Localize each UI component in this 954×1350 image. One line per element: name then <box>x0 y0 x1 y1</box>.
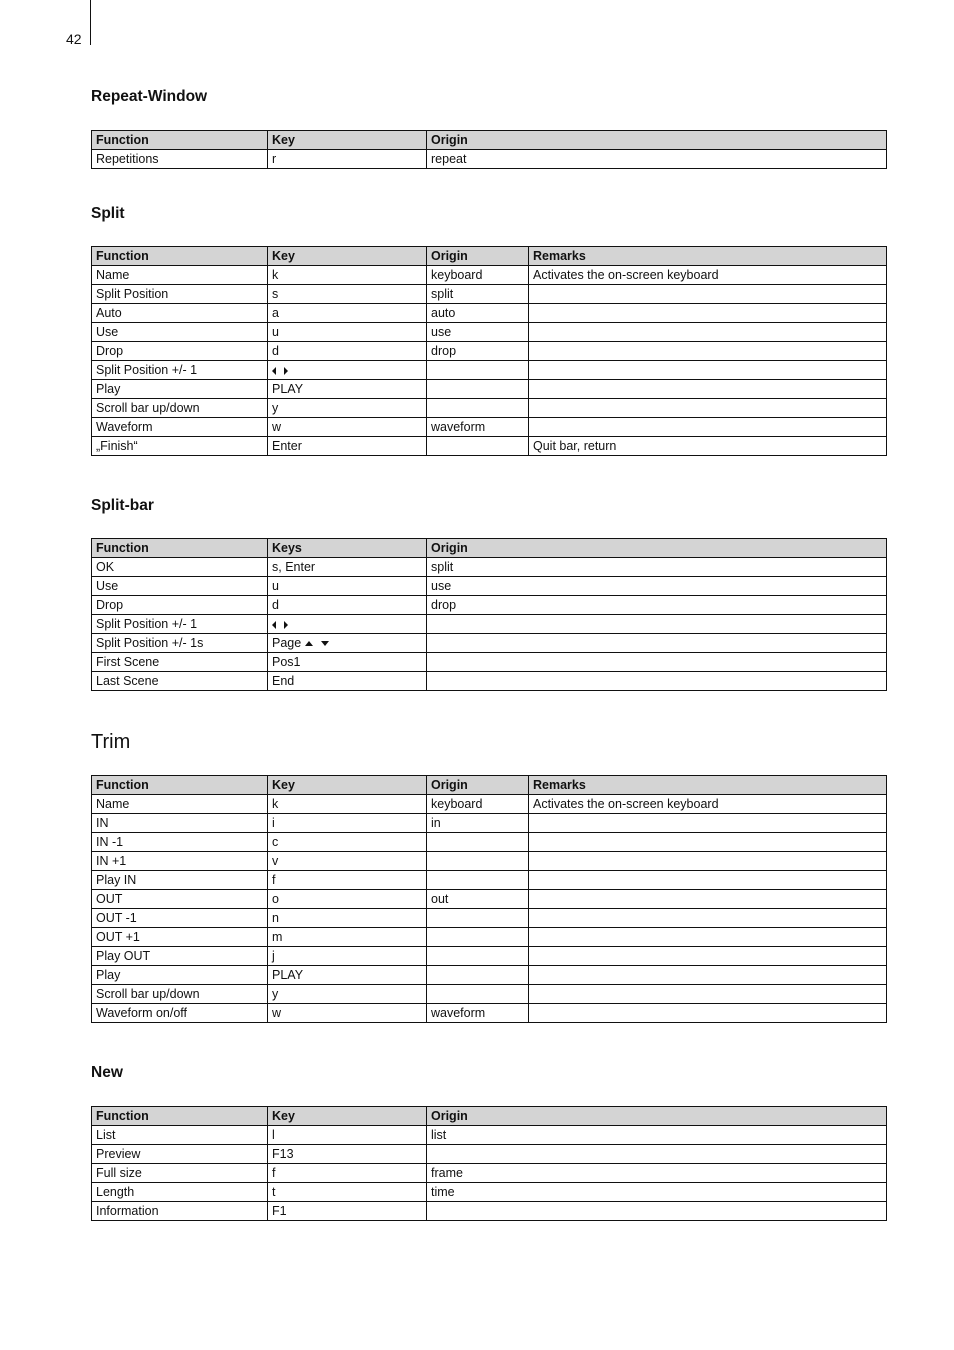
arrow-down-icon <box>321 641 329 646</box>
origin-cell <box>427 833 529 852</box>
page-number: 42 <box>66 31 82 47</box>
table-row <box>92 795 887 814</box>
function-cell: Full size <box>92 1164 268 1183</box>
origin-cell: use <box>427 323 529 342</box>
column-header: Origin <box>427 539 887 558</box>
table-row <box>92 672 887 691</box>
key-cell: c <box>268 833 427 852</box>
column-header: Origin <box>427 131 887 150</box>
key-cell: r <box>268 150 427 169</box>
table-row <box>92 558 887 577</box>
key-cell: k <box>268 266 427 285</box>
key-cell: y <box>268 399 427 418</box>
remarks-cell <box>529 323 887 342</box>
remarks-cell: Activates the on-screen keyboard <box>529 266 887 285</box>
function-cell: OUT <box>92 890 268 909</box>
key-cell: s, Enter <box>268 558 427 577</box>
origin-cell: split <box>427 285 529 304</box>
function-cell: Length <box>92 1183 268 1202</box>
function-cell: Drop <box>92 342 268 361</box>
origin-cell <box>427 947 529 966</box>
table-row <box>92 615 887 634</box>
function-cell: Waveform <box>92 418 268 437</box>
table-row <box>92 1004 887 1023</box>
table-row <box>92 577 887 596</box>
key-cell <box>268 634 427 653</box>
key-cell: m <box>268 928 427 947</box>
table-row <box>92 1126 887 1145</box>
remarks-cell <box>529 399 887 418</box>
table-row <box>92 947 887 966</box>
table-row <box>92 814 887 833</box>
table-header-row <box>92 1107 887 1126</box>
remarks-cell <box>529 852 887 871</box>
column-header: Origin <box>427 247 529 266</box>
table-row <box>92 653 887 672</box>
table-row <box>92 1183 887 1202</box>
origin-cell <box>427 399 529 418</box>
function-cell: Scroll bar up/down <box>92 399 268 418</box>
remarks-cell <box>529 947 887 966</box>
remarks-cell: Quit bar, return <box>529 437 887 456</box>
function-cell: Split Position +/- 1s <box>92 634 268 653</box>
key-cell: End <box>268 672 427 691</box>
function-cell: Name <box>92 266 268 285</box>
remarks-cell <box>529 380 887 399</box>
key-cell <box>268 615 427 634</box>
origin-cell <box>427 437 529 456</box>
column-header: Function <box>92 1107 268 1126</box>
column-header: Keys <box>268 539 427 558</box>
origin-cell: list <box>427 1126 887 1145</box>
origin-cell <box>427 672 887 691</box>
table-row <box>92 833 887 852</box>
column-header: Key <box>268 1107 427 1126</box>
origin-cell: in <box>427 814 529 833</box>
function-cell: Play <box>92 966 268 985</box>
arrow-left-icon <box>272 621 276 629</box>
key-cell: Enter <box>268 437 427 456</box>
table-row <box>92 852 887 871</box>
remarks-cell <box>529 871 887 890</box>
section-title: Split <box>91 205 125 222</box>
table-header-row <box>92 539 887 558</box>
table-header-row <box>92 776 887 795</box>
key-cell: PLAY <box>268 966 427 985</box>
key-cell <box>268 361 427 380</box>
repeat-window-table <box>91 130 887 169</box>
table-header-row <box>92 131 887 150</box>
key-cell: u <box>268 577 427 596</box>
key-cell: f <box>268 1164 427 1183</box>
function-cell: Preview <box>92 1145 268 1164</box>
function-cell: Split Position +/- 1 <box>92 615 268 634</box>
origin-cell: waveform <box>427 1004 529 1023</box>
function-cell: Waveform on/off <box>92 1004 268 1023</box>
function-cell: Use <box>92 577 268 596</box>
function-cell: IN +1 <box>92 852 268 871</box>
origin-cell <box>427 966 529 985</box>
origin-cell: drop <box>427 596 887 615</box>
header-rule <box>90 0 91 45</box>
column-header: Origin <box>427 1107 887 1126</box>
function-cell: OK <box>92 558 268 577</box>
origin-cell <box>427 928 529 947</box>
function-cell: Split Position +/- 1 <box>92 361 268 380</box>
remarks-cell <box>529 814 887 833</box>
column-header: Function <box>92 539 268 558</box>
table-row <box>92 985 887 1004</box>
new-table <box>91 1106 887 1221</box>
key-cell: F1 <box>268 1202 427 1221</box>
column-header: Remarks <box>529 776 887 795</box>
remarks-cell <box>529 342 887 361</box>
origin-cell: repeat <box>427 150 887 169</box>
key-cell: y <box>268 985 427 1004</box>
function-cell: Last Scene <box>92 672 268 691</box>
column-header: Function <box>92 776 268 795</box>
function-cell: OUT +1 <box>92 928 268 947</box>
table-row <box>92 928 887 947</box>
remarks-cell <box>529 418 887 437</box>
remarks-cell <box>529 909 887 928</box>
key-cell: Pos1 <box>268 653 427 672</box>
section-split <box>91 204 886 453</box>
key-cell: u <box>268 323 427 342</box>
table-row <box>92 966 887 985</box>
origin-cell <box>427 1145 887 1164</box>
key-cell: w <box>268 1004 427 1023</box>
function-cell: Information <box>92 1202 268 1221</box>
split-table <box>91 246 887 456</box>
origin-cell <box>427 909 529 928</box>
remarks-cell <box>529 833 887 852</box>
origin-cell: keyboard <box>427 795 529 814</box>
table-row <box>92 1202 887 1221</box>
table-row <box>92 1164 887 1183</box>
origin-cell: drop <box>427 342 529 361</box>
table-row <box>92 342 887 361</box>
key-cell: F13 <box>268 1145 427 1164</box>
remarks-cell <box>529 890 887 909</box>
key-cell: j <box>268 947 427 966</box>
section-new <box>91 1063 886 1218</box>
table-row <box>92 437 887 456</box>
split-bar-table <box>91 538 887 691</box>
remarks-cell <box>529 361 887 380</box>
origin-cell: waveform <box>427 418 529 437</box>
remarks-cell <box>529 304 887 323</box>
remarks-cell <box>529 966 887 985</box>
origin-cell: split <box>427 558 887 577</box>
key-cell: s <box>268 285 427 304</box>
key-cell: i <box>268 814 427 833</box>
table-row <box>92 871 887 890</box>
origin-cell <box>427 852 529 871</box>
table-row <box>92 323 887 342</box>
origin-cell <box>427 361 529 380</box>
remarks-cell <box>529 985 887 1004</box>
origin-cell <box>427 1202 887 1221</box>
arrow-up-icon <box>305 641 313 646</box>
section-title: Repeat-Window <box>91 88 208 105</box>
remarks-cell <box>529 928 887 947</box>
origin-cell <box>427 871 529 890</box>
key-cell: n <box>268 909 427 928</box>
table-row <box>92 890 887 909</box>
function-cell: List <box>92 1126 268 1145</box>
remarks-cell <box>529 1004 887 1023</box>
table-row <box>92 909 887 928</box>
key-cell: k <box>268 795 427 814</box>
function-cell: Scroll bar up/down <box>92 985 268 1004</box>
function-cell: IN <box>92 814 268 833</box>
function-cell: Split Position <box>92 285 268 304</box>
origin-cell: auto <box>427 304 529 323</box>
column-header: Key <box>268 131 427 150</box>
table-row <box>92 596 887 615</box>
origin-cell <box>427 615 887 634</box>
key-cell: w <box>268 418 427 437</box>
origin-cell <box>427 985 529 1004</box>
function-cell: „Finish“ <box>92 437 268 456</box>
function-cell: Drop <box>92 596 268 615</box>
arrow-left-icon <box>272 367 276 375</box>
function-cell: Name <box>92 795 268 814</box>
function-cell: First Scene <box>92 653 268 672</box>
arrow-right-icon <box>284 367 288 375</box>
origin-cell <box>427 653 887 672</box>
key-cell: o <box>268 890 427 909</box>
key-cell: a <box>268 304 427 323</box>
table-row <box>92 399 887 418</box>
remarks-cell: Activates the on-screen keyboard <box>529 795 887 814</box>
column-header: Key <box>268 247 427 266</box>
section-split-bar <box>91 496 886 688</box>
section-title: Split-bar <box>91 497 154 514</box>
function-cell: Play <box>92 380 268 399</box>
key-cell: PLAY <box>268 380 427 399</box>
function-cell: Use <box>92 323 268 342</box>
section-repeat-window <box>91 87 886 166</box>
column-header: Key <box>268 776 427 795</box>
function-cell: OUT -1 <box>92 909 268 928</box>
key-cell: l <box>268 1126 427 1145</box>
table-row <box>92 1145 887 1164</box>
table-row <box>92 266 887 285</box>
section-title: New <box>91 1064 123 1081</box>
key-cell: d <box>268 596 427 615</box>
key-cell: v <box>268 852 427 871</box>
table-header-row <box>92 247 887 266</box>
origin-cell: time <box>427 1183 887 1202</box>
table-row <box>92 304 887 323</box>
origin-cell: frame <box>427 1164 887 1183</box>
key-cell: t <box>268 1183 427 1202</box>
table-row <box>92 380 887 399</box>
column-header: Remarks <box>529 247 887 266</box>
column-header: Function <box>92 131 268 150</box>
arrow-right-icon <box>284 621 288 629</box>
key-cell: f <box>268 871 427 890</box>
function-cell: Play IN <box>92 871 268 890</box>
function-cell: IN -1 <box>92 833 268 852</box>
remarks-cell <box>529 285 887 304</box>
key-cell: d <box>268 342 427 361</box>
column-header: Origin <box>427 776 529 795</box>
origin-cell: out <box>427 890 529 909</box>
table-row <box>92 361 887 380</box>
table-row <box>92 150 887 169</box>
section-trim <box>91 730 886 1020</box>
origin-cell: keyboard <box>427 266 529 285</box>
origin-cell <box>427 380 529 399</box>
table-row <box>92 285 887 304</box>
origin-cell <box>427 634 887 653</box>
table-row <box>92 634 887 653</box>
section-title: Trim <box>91 731 131 753</box>
page-key-label: Page <box>272 636 302 650</box>
column-header: Function <box>92 247 268 266</box>
table-row <box>92 418 887 437</box>
origin-cell: use <box>427 577 887 596</box>
function-cell: Auto <box>92 304 268 323</box>
trim-table <box>91 775 887 1023</box>
function-cell: Repetitions <box>92 150 268 169</box>
function-cell: Play OUT <box>92 947 268 966</box>
